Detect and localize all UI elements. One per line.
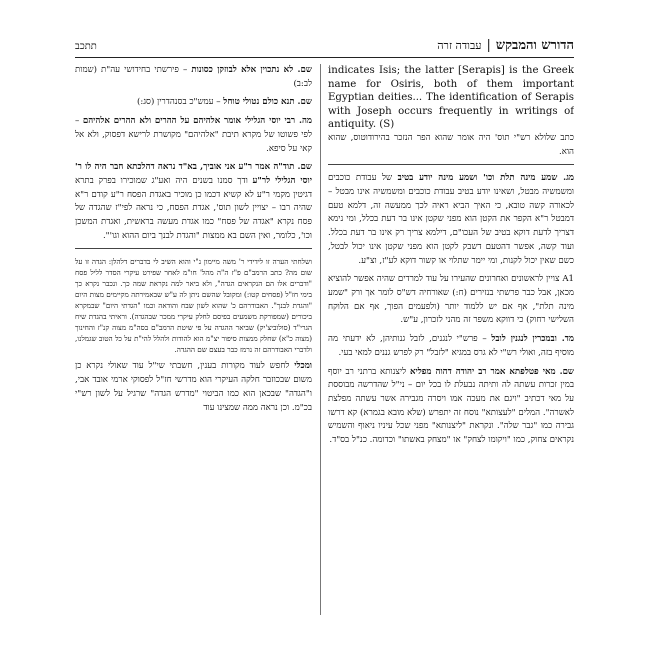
lemma-heading: שם. מאי פטלפתא אמר רב יהודה דהוה מפליא: [409, 366, 574, 377]
left-paragraph-5: [75, 360, 312, 415]
commentary-text: – לפי פשוטו של מקרא תיבת "אלהיהם" מקושרת לרישא דפסוק, ולא אל קאי על סיפא.: [75, 116, 312, 154]
right-paragraph-5: [328, 366, 574, 448]
text-columns: [75, 64, 574, 615]
commentary-text: – עמש"כ בסנהדרין (סג:): [136, 97, 221, 108]
commentary-text: של עבודת כוכבים ומשמשיה מבטל, ושאינו יודע בטיב עבודת כוכבים ומשמשיה אינו מבטל – לכאורה קשה טובא, כי האיך הביא ראיה לכך ממעשה זה, דלמא טעם דמבטל ר"א הקפר את הקטן הוא מפני שקטן אינו בר דעת בכלל, ומי נימא דצריך לדעת דוקא בטיב של העכו"ם, דילמא צריך רק אינו בר דעת בכלל. ועוד קשה, אפשר דהטעם דשבק לקטן הוא מפני שקטן אינו יכול לבטל, כשם שאין יכול לקנות, ומי יימר שתלוי או קשור דוקא לע"ז, וצ"ע.: [328, 173, 574, 266]
correspondence-note: ושלחתי הערה זו לידידי ר' משה מיימון נ"י והוא השיב לי בדברים דלהלן: הגדה זו על שום מה? כתב הרמב"ם פ"ז ה"ה מהל' חו"מ לאחר שפירט עיקרי הסדר לליל פסח "ודברים אלו הם הנקראים הגדה", ולא ביאר למה נקראת שמה כך. ונכבר נקרא כך בימי חז"ל (פסחים קטו:) ומקובל שהשם ניתן לה ע"ש שבאמירתה מקיימים מצות היום "והגדת לבנך". האבודרהם כ' שהוא לשון שבח והודאה וכמו "הגדתי היום" שבמקרא ביכורים (שמפורקת משמעים בפיסם לחלק עיקרי ממכר שבהגדה). וראיתי בהגדת שיח הגרי"ד (סולוביצ'יק) שביאר ההגדה על פי שיטת הרמב"ם בסה"מ מצוה קנ"ז והחינוך (מצוה כ"א) שחלק ממצות סיפור יצ"מ הוא להודות ולהלל להי"ת על כל הטוב שגמלנו, ולדברי האבודרהם זה נרמז כבר בעצם שם ההגדה.: [75, 257, 312, 355]
commentary-text: לחפש לעוד מקורות בענין, חשבתי שי"ל עוד שאולי נקרא כן משום שבכוזבר חלקה העיקרי הוא מדרשי חז"ל לפסוקי ארמי אובד אבי, ו"הגדה" שבכאן הוא כמו הביטוי "מדרש הגדה" שרגיל על לשון רש"י בכ"מ. וכן נראה ממה שמצינו עוד: [75, 361, 312, 413]
left-paragraph-1: [75, 64, 312, 91]
section-rule: [75, 248, 312, 249]
lemma-heading: שם. תנא כולם נטולי טוחל: [223, 97, 312, 108]
commentary-text: ליצנותא ברתני רב יוסף במין זכרות עשתה לה ותיתה נבעלת לו בכל יום – ני"ל שהדרשה מבוססת על מאי דכתיב "ויגם את מעכה אמו ויסרה מגבירה אשר עשתה מפלצת לאשרה". המלים "לעצותא" נוסח זה יתפרש (שלא מובא בגמרא) קא דרשו גבירה כמו "גבר שלה". ונקראת "ליצנותא" מפני שכל עיניו ניאוף והשמיש נקראים צחוק, כמו "ויקומו לצחק" או "מצחק באשתו" וכדומה. כנ"ל בס"ד.: [328, 366, 574, 446]
tractate-name: עבודה זרה: [437, 39, 482, 52]
lemma-heading: שם. לא נתכוין אלא לבוזקן כסונות: [191, 65, 312, 75]
english-quote: indicates Isis; the latter [Serapis] is the Greek name for Osiris, both of them important Egyptian deities... The identification of Serapis with Joseph occurs frequently in writings of antiquity. (S): [328, 65, 574, 131]
commentary-text: ודך סמנו בשנים היה ואע"ג שמוכירו בפרק בתרא דגיטין מקמי ר"ע לא קשיא דכמו כן מוכיר באגדת הפסח ר"ע קודם ר"א שהיה רבו – יצויין לשון תוס', אגדת הפסח, כי נראה לפי"ז שהגדה של פסח נקרא "אגדה של פסח" כמו אגדת מעשה בראשית, ואגדת המשכן וכו', כלומר, ואין השם בא ממצות "והגדת לבנך ביום ההוא וגו'".: [75, 175, 312, 241]
lemma-heading: ומכלי: [294, 361, 312, 372]
section-rule: [328, 164, 574, 165]
right-paragraph-2: [328, 172, 574, 268]
left-paragraph-3: [75, 115, 312, 156]
lemma-heading: מה. רבי יוסי הגלילי אומר אלהיהם על ההרים ולא ההרים אלהיהם: [82, 116, 312, 127]
right-column: [328, 64, 574, 615]
left-paragraph-2: [75, 96, 312, 110]
right-paragraph-4: [328, 333, 574, 360]
commentary-text: – פרש"י לנגנים, לזבל גנותיהן, לא ידעתי מה מוסיף בזה, ואולי רש"י לא גרס במגיא "לזבל" רק לפרש גננים למאי בעי.: [328, 334, 574, 358]
left-column: [75, 64, 312, 615]
left-paragraph-4: [75, 161, 312, 243]
right-paragraph-3: A1 צויין לראשונים ואחרונים שהעירו על עוד למרדים שהיה אפשר להוציא מכאן, אבל כבר פרשתי בנזירים (ח:) שאורחיה דש"ס לומר אך ורק "שמע מינה תלת", אף אם יש ללמוד יותר (ולפעמים הפוך, אף אם הלוקח השלישי רחוק) כי דווקא משפר זה מהני לזכרון, ע"ש.: [328, 274, 574, 326]
commentary-text: – פירשתי בחידושי עה"ת (שמות לב:ב): [75, 65, 312, 89]
right-paragraph-1: כתב שלולא רש"י תוס' היה אומר שהוא הפר הנזכר בהירודוטוס, שהוא הוא.: [328, 132, 574, 157]
book-title: הדורש והמבקש: [495, 38, 574, 53]
running-header: [75, 37, 574, 58]
book-page: [75, 37, 574, 615]
lemma-heading: שם. תוד"ה אמר ר"ע אני אוביך, בא"ד נראה דהלכתא חבר היה לו ר' יוסי הגלילי לר"ע: [75, 162, 312, 186]
column-divider: [320, 64, 321, 615]
header-separator: |: [486, 38, 491, 53]
page-number: תתכב: [75, 41, 97, 52]
lemma-heading: מג. שמע מינה תלת וכו' ושמע מינה יודע בטיב: [397, 173, 574, 184]
lemma-heading: מד. ובמכרין לנגנין לובל: [491, 334, 574, 345]
header-title-group: [437, 37, 574, 53]
